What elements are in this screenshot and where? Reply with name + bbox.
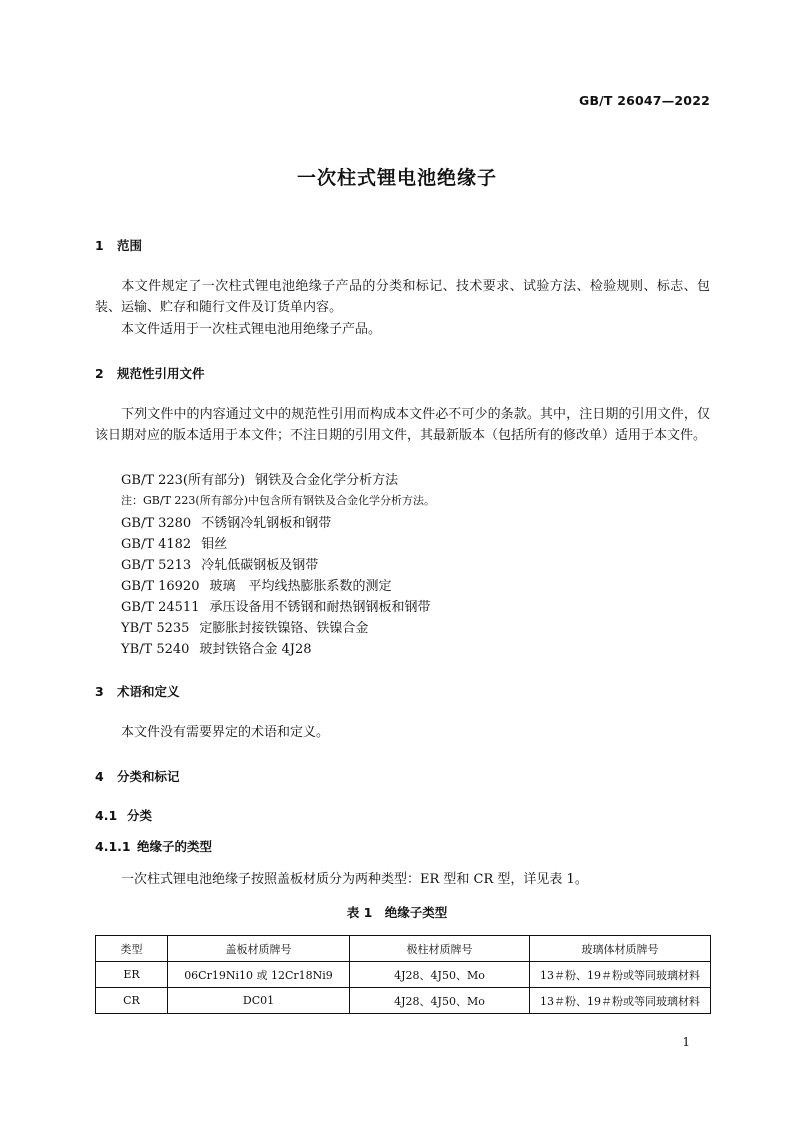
section-number: 2 [95, 366, 104, 381]
section-number: 1 [95, 238, 104, 253]
reference-item [121, 638, 312, 657]
table-header-cell: 类型 [96, 936, 168, 962]
reference-code: GB/T 16920 [121, 579, 200, 594]
paragraph-text: 本文件没有需要界定的术语和定义。 [121, 725, 330, 740]
table-header-cell: 极柱材质牌号 [350, 936, 530, 962]
paragraph [95, 722, 710, 743]
section-4-heading [95, 767, 180, 785]
section-number: 4.1 [95, 808, 118, 823]
paragraph [95, 276, 710, 318]
reference-item [121, 512, 331, 531]
reference-code: GB/T 5213 [121, 558, 192, 573]
reference-name: 钼丝 [201, 537, 228, 552]
section-number: 4 [95, 769, 104, 784]
section-1-heading [95, 236, 142, 254]
section-title: 分类 [127, 808, 153, 823]
table-caption: 表 1 绝缘子类型 [346, 905, 448, 920]
reference-code: GB/T 24511 [121, 600, 200, 615]
reference-item [121, 617, 368, 636]
section-3-heading [95, 682, 180, 700]
reference-name: 玻封铁铬合金 4J28 [199, 642, 312, 657]
table-header-cell: 盖板材质牌号 [168, 936, 350, 962]
section-title: 规范性引用文件 [117, 366, 205, 381]
reference-item [121, 554, 318, 573]
reference-code: GB/T 223(所有部分) [121, 473, 246, 488]
table-cell: 13＃粉、19＃粉或等同玻璃材料 [530, 962, 711, 988]
reference-item [121, 469, 398, 488]
reference-name: 钢铁及合金化学分析方法 [255, 473, 399, 488]
reference-item [121, 533, 227, 552]
table-row [96, 988, 711, 1014]
reference-name: 冷轧低碳钢板及钢带 [201, 558, 319, 573]
reference-name: 承压设备用不锈钢和耐热钢钢板和钢带 [209, 600, 431, 615]
paragraph [95, 404, 710, 446]
section-title: 范围 [117, 238, 143, 253]
table-cell: DC01 [168, 988, 350, 1014]
paragraph [95, 319, 710, 340]
document-title: 一次柱式锂电池绝缘子 [296, 167, 497, 189]
reference-name: 定膨胀封接铁镍铬、铁镍合金 [199, 621, 369, 636]
table-header-cell: 玻璃体材质牌号 [530, 936, 711, 962]
paragraph-text: 本文件规定了一次柱式锂电池绝缘子产品的分类和标记、技术要求、试验方法、检验规则、标志、包装、运输、贮存和随行文件及订货单内容。 [95, 279, 710, 315]
table-header-row [96, 936, 711, 962]
subsection-4-1-heading [95, 806, 152, 824]
paragraph [95, 869, 710, 890]
paragraph-text: 下列文件中的内容通过文中的规范性引用而构成本文件必不可少的条款。其中，注日期的引用文件，仅该日期对应的版本适用于本文件；不注日期的引用文件，其最新版本（包括所有的修改单）适用于本文件。 [95, 407, 710, 443]
reference-name: 玻璃 平均线热膨胀系数的测定 [209, 579, 392, 594]
table-row [96, 962, 711, 988]
reference-code: YB/T 5235 [121, 621, 190, 636]
reference-code: GB/T 3280 [121, 516, 192, 531]
insulator-type-table [95, 935, 711, 1014]
section-title: 绝缘子的类型 [137, 839, 213, 854]
reference-item [121, 575, 392, 594]
table-cell: CR [96, 988, 168, 1014]
page-number: 1 [682, 1035, 690, 1049]
section-number: 3 [95, 684, 104, 699]
standard-number: GB/T 26047—2022 [578, 93, 710, 108]
reference-code: YB/T 5240 [121, 642, 190, 657]
table-cell: ER [96, 962, 168, 988]
section-title: 分类和标记 [117, 769, 180, 784]
reference-name: 不锈钢冷轧钢板和钢带 [201, 516, 332, 531]
table-cell: 4J28、4J50、Mo [350, 988, 530, 1014]
paragraph-text: 本文件适用于一次柱式锂电池用绝缘子产品。 [121, 322, 382, 337]
reference-code: GB/T 4182 [121, 537, 192, 552]
table-cell: 13＃粉、19＃粉或等同玻璃材料 [530, 988, 711, 1014]
section-number: 4.1.1 [95, 839, 131, 854]
note: 注：GB/T 223(所有部分)中包含所有钢铁及合金化学分析方法。 [121, 494, 435, 507]
subsection-4-1-1-heading [95, 837, 212, 855]
section-2-heading [95, 364, 205, 382]
reference-item [121, 596, 431, 615]
table-cell: 4J28、4J50、Mo [350, 962, 530, 988]
paragraph-text: 一次柱式锂电池绝缘子按照盖板材质分为两种类型：ER 型和 CR 型，详见表 1。 [121, 872, 588, 887]
section-title: 术语和定义 [117, 684, 180, 699]
table-cell: 06Cr19Ni10 或 12Cr18Ni9 [168, 962, 350, 988]
